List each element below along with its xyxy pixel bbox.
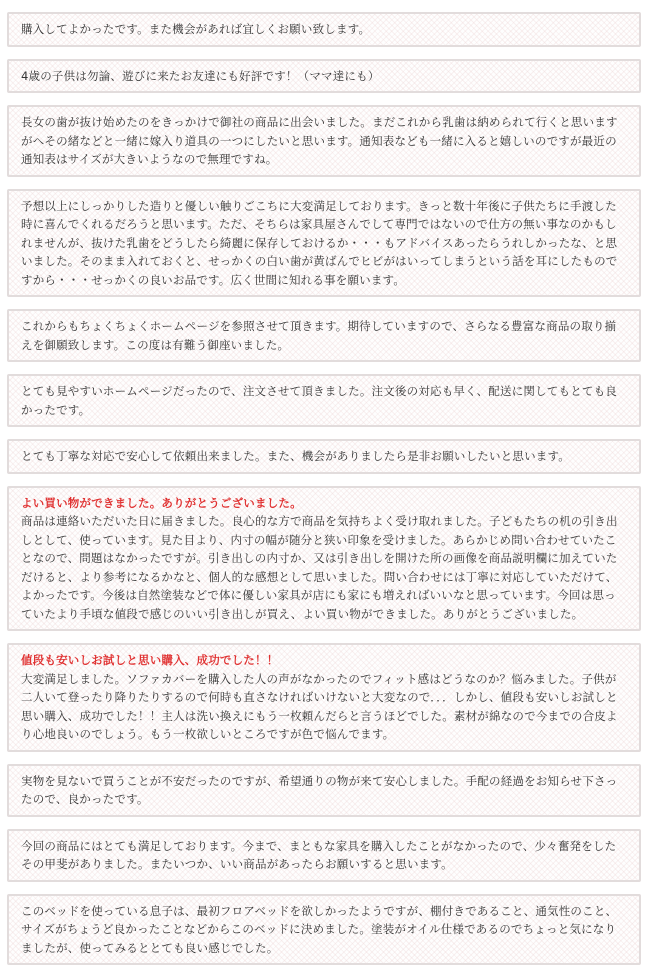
review-text: これからもちょくちょくホームページを参照させて頂きます。期待していますので、さらなる豊富な商品の取り揃えを御願致します。この度は有難う御座いました。 [21, 319, 617, 352]
review-card [7, 894, 641, 966]
review-card [7, 643, 641, 752]
review-text: 実物を見ないで買うことが不安だったのですが、希望通りの物が来て安心しました。手配の経過をお知らせ下さったので、良かったです。 [21, 773, 618, 806]
review-text: 予想以上にしっかりした造りと優しい触りごこちに大変満足しております。きっと数十年後に子供たちに手渡した時に喜んでくれるだろうと思います。ただ、そちらは家具屋さんでして専門ではないので仕方の無い事なのかもしれませんが、抜けた乳歯をどうしたら綺麗に保存しておけるか・・・もアドバイスあったらうれしかったな、と思いました。そのまま入れておくと、せっかくの白い歯が黄ばんでヒビがはいってしまうという話を耳にしたものですから・・・せっかくの良いお品です。広く世間に知れる事を願います。 [21, 198, 618, 287]
review-list [7, 12, 641, 977]
review-card [7, 374, 641, 427]
review-text: 商品は連絡いただいた日に届きました。良心的な方で商品を気持ちよく受け取れました。子どもたちの机の引き出しとして、使っています。見た目より、内寸の幅が随分と狭い印象を受けました。あらかじめ問い合わせていたことなので、問題はなかったですが。引き出しの内寸か、又は引き出しを開けた所の画像を商品説明欄に加えていただけると、より参考になるかなと、個人的な感想として思いました。問い合わせには丁寧に対応していただけて、よかったです。今後は自然塗装などで体に優しい家具が店にも家にも増えればいいなと思っています。今回は思っていたより手頃な値段で感じのいい引き出しが買え、よい買い物ができました。ありがとうございました。 [21, 514, 618, 621]
review-text: このベッドを使っている息子は、最初フロアベッドを欲しかったようですが、棚付きであること、通気性のこと、サイズがちょうど良かったことなどからこのベッドに決めました。塗装がオイル仕様であるのでちょっと気になりましたが、使ってみるととても良い感じでした。 [21, 903, 618, 955]
review-card [7, 309, 641, 362]
review-card [7, 764, 641, 817]
review-text: とても見やすいホームページだったので、注文させて頂きました。注文後の対応も早く、配送に関してもとても良かったです。 [21, 384, 618, 417]
review-text: 4歳の子供は勿論、遊びに来たお友達にも好評です！（ママ達にも） [21, 68, 380, 83]
review-text: 長女の歯が抜け始めたのをきっかけで御社の商品に出会いました。まだこれから乳歯は納められて行くと思いますがへその緒などと一緒に嫁入り道具の一つにしたいと思います。通知表なども一緒に入ると嬉しいのですが最近の通知表はサイズが大きいようなので無理ですね。 [21, 115, 618, 166]
review-card [7, 189, 641, 298]
review-card [7, 486, 641, 632]
review-card [7, 105, 641, 177]
review-title: 値段も安いしお試しと思い購入、成功でした！！ [21, 653, 279, 667]
review-text: 今回の商品にはとても満足しております。今まで、まともな家具を購入したことがなかったので、少々奮発をしたその甲斐がありました。またいつか、いい商品があったらお願いすると思います。 [21, 838, 617, 871]
review-card [7, 59, 641, 94]
review-title: よい買い物ができました。ありがとうございました。 [21, 495, 302, 510]
review-text: とても丁寧な対応で安心して依頼出来ました。また、機会がありましたら是非お願いしたいと思います。 [21, 449, 570, 463]
review-card [7, 439, 641, 474]
review-text: 購入してよかったです。また機会があれば宜しくお願い致します。 [21, 22, 371, 36]
review-card [7, 829, 641, 882]
review-card [7, 12, 641, 47]
review-text: 大変満足しました。ソファカバーを購入した人の声がなかったのでフィット感はどうなのか？悩みました。子供が二人いて登ったり降りたりするので何時も直さなければいけないと大変なので．．．しかし、値段も安いしお試しと思い購入、成功でした！！主人は洗い換えにもう一枚頼んだらと言うほどでした。素材が綿なので今までの合皮より心地良いのでしょう。もう一枚欲しいところですが色で悩んでます。 [21, 671, 618, 741]
